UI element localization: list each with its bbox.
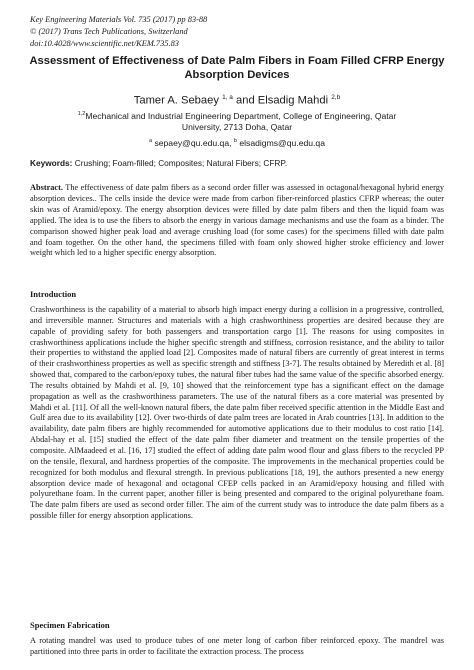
doi-line[interactable]: doi:10.4028/www.scientific.net/KEM.735.83 [30, 39, 179, 48]
specimen-fabrication-body: A rotating mandrel was used to produce tubes of one meter long of carbon fiber reinforced epoxy. The mandrel was partitioned into three parts in order to facilitate the extraction process. The process [30, 636, 444, 656]
author-joiner: and [236, 94, 255, 107]
affiliation-mark: 1,2 [77, 111, 86, 117]
introduction-heading: Introduction [30, 289, 77, 299]
email-b-mark: b [233, 138, 237, 144]
specimen-fabrication-heading: Specimen Fabrication [30, 620, 110, 630]
author-1: Tamer A. Sebaey [133, 94, 219, 107]
journal-header [30, 14, 450, 50]
affiliation [60, 109, 414, 133]
abstract-label: Abstract. [30, 183, 63, 192]
copyright-line: © (2017) Trans Tech Publications, Switzerland [30, 27, 188, 36]
keywords-label: Keywords: [30, 158, 73, 168]
affiliation-text: Mechanical and Industrial Engineering Department, College of Engineering, Qatar University, 2713 Doha, Qatar [85, 110, 397, 133]
introduction-body: Crashworthiness is the capability of a material to absorb high impact energy during a collision in a progressive, controlled, and irreversible manner. Structures and materials with a high crashworthiness properties are desired because they are capable of providing safety for both passengers and transportation cargo [1]. The reasons for using composites in crashworthiness applications include the higher specific strength and stiffness, corrosion resistance, and the ability to tailor their properties to withstand the applied load [2]. Composites made of natural fibers are currently of great interest in terms of their crashworthiness properties as well as specific strength and stiffness [3-7]. The results obtained by Meredith et al. [8] showed that, compared to the carbon/epoxy tubes, the natural fiber tubes had the same value of the specific absorbed energy. The results obtained by Mahdi et al. [9, 10] showed that the reinforcement type has a significant effect on the damage propagation as well as the crashworthiness parameters. The use of the natural fibers as a core material was presented by Mahdi et al. [11]. Of all the well-known natural fibers, the date palm fiber received specific attention in the Middle East and Gulf area due to its availability [12]. Over two-thirds of date palm trees are located in Arab countries [13]. In addition to the availability, date palm fibers are highly recommended for automotive applications due to their modulus to cost ratio [14]. Abdal-hay et al. [15] studied the effect of the date palm fiber diameter and treatment on the tensile properties of the composite. AlMaadeed et al. [16, 17] studied the effect of adding date palm wood flour and glass fibers to the recycled PP on the tensile, flexural, and hardness properties of the composite. The improvements in the mechanical properties could be recognized for both modulus and flexural strength. In previous publications [18, 19], the authors presented a new energy absorption device made of hexagonal and octagonal CFEP cells packed in an Aramid/epoxy housing and filled with polyurethane foam. In the current paper, another filler is being presented and compared to the original polyurethane foam. The date palm fibers are used as second order filler. The aim of the current study was to introduce the date palm fibers as a possible filler for energy absorption applications. [30, 305, 444, 521]
journal-citation: Key Engineering Materials Vol. 735 (2017) pp 83-88 [30, 15, 208, 24]
author-1-affiliation-mark: 1, a [222, 94, 233, 101]
paper-title: Assessment of Effectiveness of Date Palm Fibers in Foam Filled CFRP Energy Absorption Devices [29, 55, 445, 81]
keywords-text: Crushing; Foam-filled; Composites; Natural Fibers; CFRP. [74, 158, 288, 168]
abstract [30, 183, 444, 259]
author-2-affiliation-mark: 2,b [331, 94, 341, 101]
abstract-text: The effectiveness of date palm fibers as a second order filler was assessed in octagonal/hexagonal hybrid energy absorption devices.. The cells inside the device were made from carbon fiber-reinforced plastics CFRP whereas; the outer skin was of Aramid/epoxy. The energy absorption devices were filled by date palm fibers and then the liquid foam was applied. The idea is to use the fibers to absorb the energy in various damage mechanisms and use the foam as a binder. The comparison showed higher peak load and average crushing load (for some cases) for the specimens filled with date palm and foam together. On the other hand, the specimens filled with foam only showed higher stroke efficiency and lower weight which led to a higher specific energy absorption. [30, 183, 444, 258]
author-2: Elsadig Mahdi [257, 94, 329, 107]
author-emails [20, 136, 454, 149]
keywords [30, 158, 444, 169]
author-line [20, 91, 454, 108]
email-a-mark: a [148, 138, 153, 144]
email-b[interactable]: elsadigms@qu.edu.qa [239, 137, 325, 148]
email-a[interactable]: sepaey@qu.edu.qa, [154, 137, 232, 148]
